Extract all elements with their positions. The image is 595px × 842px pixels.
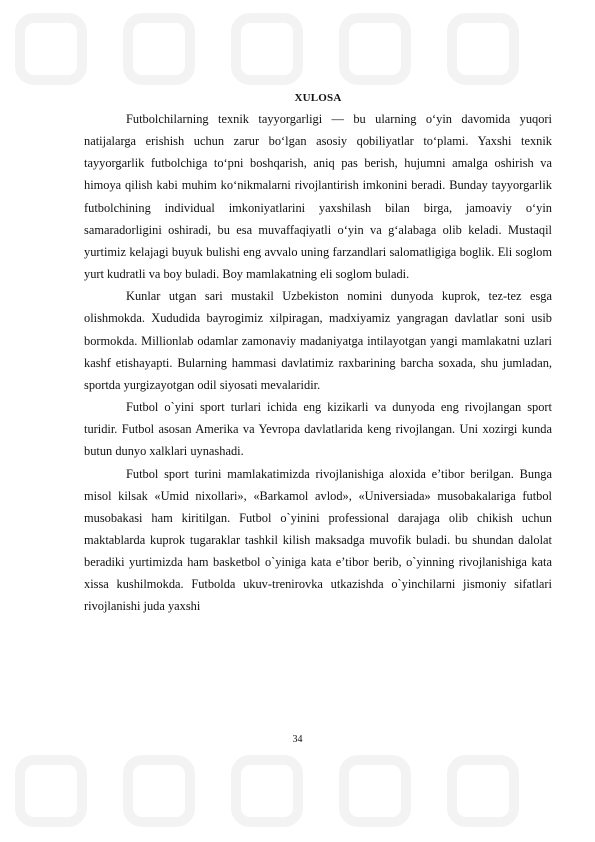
paragraph-3: Futbol o`yini sport turlari ichida eng kizikarli va dunyoda eng rivojlangan sport turidir. Futbol asosan Amerika va Yevropa davlatlarida keng rivojlangan. Uni xozirgi kunda butun dunyo xalklari uynashadi. [84, 400, 552, 459]
page-number: 34 [292, 734, 303, 745]
paragraph-2: Kunlar utgan sari mustakil Uzbekiston nomini dunyoda kuprok, tez-tez esga olishmokda. Xududida bayrogimiz xilpiragan, madxiyamiz yangragan davlatlar soni usib bormokda. Millionlab odamlar zamonaviy madaniyatga intilayotgan yangi mamlakatni uzlari kashf etishayapti. Bularning hammasi davlatimiz raxbarining barcha soxada, shu jumladan, sportda yurgizayotgan odil siyosati mevalaridir. [84, 289, 552, 392]
paragraph-4: Futbol sport turini mamlakatimizda rivojlanishiga aloxida e’tibor berilgan. Bunga misol kilsak «Umid nixollari», «Barkamol avlod», «Universiada» musobakalariga futbol musobakasi ham kiritilgan. Futbol o`yinini professional darajaga olib chikish uchun maktablarda kuprok tugaraklar tashkil kilish maksadga muvofik buladi. bu shundan dalolat beradiki yurtimizda ham basketbol o`yiniga kata e’tibor berib, o`yinning rivojlanishiga kata xissa kushilmokda. Futbolda ukuv-trenirovka utkazishda o`yinchilarni jismoniy sifatlari rivojlanishi juda yaxshi [84, 466, 552, 614]
paragraph-1: Futbolchilarning texnik tayyorgarligi — bu ularning o‘yin davomida yuqori natijalarga erishish uchun zarur bo‘lgan asosiy qobiliyatlar to‘plami. Yaxshi texnik tayyorgarlik futbolchiga to‘pni boshqarish, aniq pas berish, hujumni amalga oshirish va himoya qilish kabi muhim ko‘nikmalarni rivojlantirish imkonini beradi. Bunday tayyorgarlik futbolchining individual imkoniyatlarini yaxshilash bilan birga, jamoaviy o‘yin samaradorligini oshiradi, bu esa muvaffaqiyatli o‘yin va g‘alabaga olib keladi. Mustaqil yurtimiz kelajagi buyuk bulishi eng avvalo uning farzandlari salomatligiga boglik. Eli soglom yurt kudratli va boy buladi. Boy mamlakatning eli soglom buladi. [84, 112, 552, 282]
document-body [84, 90, 552, 618]
section-title: XULOSA [294, 92, 342, 104]
